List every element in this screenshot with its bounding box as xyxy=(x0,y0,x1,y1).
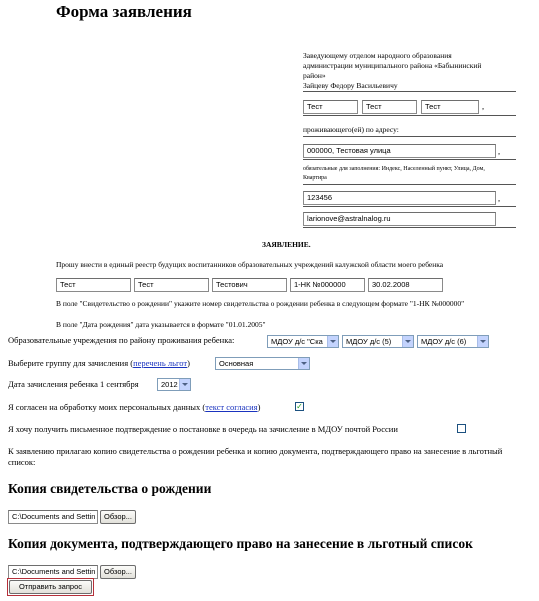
applicant-surname-input[interactable]: Тест xyxy=(303,100,358,114)
statement-title: ЗАЯВЛЕНИЕ. xyxy=(262,240,311,249)
address-input[interactable]: 000000, Тестовая улица xyxy=(303,144,496,158)
page-title: Форма заявления xyxy=(56,2,192,21)
institutions-label: Образовательные учреждения по району проживания ребенка: xyxy=(8,335,235,345)
addressee-line-2: администрации муниципального района «Бабынинский xyxy=(303,61,482,70)
addressee-underline xyxy=(303,91,516,92)
address-hint: обязательные для заполнения: Индекс, Населенный пункт, Улица, Дом, Квартира xyxy=(303,166,485,181)
institution-select-2[interactable] xyxy=(342,335,414,348)
institution-select-1[interactable] xyxy=(267,335,339,348)
addressee-block xyxy=(303,51,523,91)
privilege-file-input[interactable]: C:\Documents and Settin xyxy=(8,565,98,579)
submit-button[interactable]: Отправить запрос xyxy=(9,580,92,594)
hint-underline xyxy=(303,184,516,185)
mail-confirm-label: Я хочу получить письменное подтверждение о постановке в очередь на зачисление в МДОУ почтой России xyxy=(8,424,398,434)
certificate-number-input[interactable]: 1-НК №000000 xyxy=(290,278,365,292)
birthdate-hint: В поле "Дата рождения" дата указывается в формате "01.01.2005" xyxy=(56,320,266,329)
child-patronymic-input[interactable]: Тестович xyxy=(212,278,287,292)
phone-underline xyxy=(303,206,516,207)
mail-confirm-checkbox[interactable] xyxy=(457,424,466,433)
privilege-browse-button[interactable]: Обзор... xyxy=(100,565,136,579)
chevron-down-icon xyxy=(298,358,309,369)
address-underline xyxy=(303,159,516,160)
chevron-down-icon xyxy=(477,336,488,347)
applicant-patronymic-input[interactable]: Тест xyxy=(421,100,479,114)
enroll-year-value: 2012 xyxy=(161,380,178,389)
check-icon: ✓ xyxy=(296,402,303,411)
chevron-down-icon xyxy=(402,336,413,347)
benefits-list-link[interactable]: перечень льгот xyxy=(133,358,188,368)
institution-select-2-value: МДОУ д/с (5) xyxy=(346,337,392,346)
addressee-line-3: район» xyxy=(303,71,326,80)
applicant-name-input[interactable]: Тест xyxy=(362,100,417,114)
fio-underline xyxy=(303,115,516,116)
comma-text: , xyxy=(482,101,485,111)
group-select[interactable] xyxy=(215,357,310,370)
phone-comma: , xyxy=(498,193,501,203)
child-surname-input[interactable]: Тест xyxy=(56,278,131,292)
chevron-down-icon xyxy=(179,379,190,390)
certificate-hint: В поле "Свидетельство о рождении" укажите номер свидетельства о рождении ребенка в следующем формате "1-НК №000000" xyxy=(56,299,465,308)
cert-copy-heading: Копия свидетельства о рождении xyxy=(8,481,212,496)
privilege-copy-heading: Копия документа, подтверждающего право на занесение в льготный список xyxy=(8,536,473,551)
consent-text-link[interactable]: текст согласия xyxy=(205,402,258,412)
addressee-line-1: Заведующему отделом народного образования xyxy=(303,51,452,60)
request-text: Прошу внести в единый реестр будущих воспитанников образовательных учреждений калужской области моего ребенка xyxy=(56,260,444,269)
institution-select-3-value: МДОУ д/с (6) xyxy=(421,337,467,346)
consent-label-end: ) xyxy=(257,402,261,412)
group-label xyxy=(8,358,190,369)
consent-label xyxy=(8,402,260,413)
attach-text: К заявлению прилагаю копию свидетельства о рождении ребенка и копию документа, подтверждающего право на занесение в льготный список: xyxy=(8,446,503,467)
consent-label-text: Я согласен на обработку моих персональных данных ( xyxy=(8,402,206,412)
chevron-down-icon xyxy=(327,336,338,347)
institution-select-1-value: МДОУ д/с "Ска xyxy=(271,337,323,346)
email-underline xyxy=(303,227,516,228)
enroll-date-label: Дата зачисления ребенка 1 сентября xyxy=(8,379,139,389)
addressee-line-4: Зайцеву Федору Васильевичу xyxy=(303,81,398,90)
residing-label: проживающего(ей) по адресу: xyxy=(303,125,399,134)
child-name-input[interactable]: Тест xyxy=(134,278,209,292)
group-label-text: Выберите группу для зачисления ( xyxy=(8,358,134,368)
group-label-end: ) xyxy=(187,358,190,368)
phone-input[interactable]: 123456 xyxy=(303,191,496,205)
institution-select-3[interactable] xyxy=(417,335,489,348)
birth-date-input[interactable]: 30.02.2008 xyxy=(368,278,443,292)
consent-checkbox[interactable] xyxy=(295,402,304,411)
address-comma: , xyxy=(498,146,501,156)
cert-browse-button[interactable]: Обзор... xyxy=(100,510,136,524)
cert-file-input[interactable]: C:\Documents and Settin xyxy=(8,510,98,524)
group-select-value: Основная xyxy=(219,359,254,368)
email-input[interactable]: larionove@astralnalog.ru xyxy=(303,212,496,226)
residing-underline xyxy=(303,136,516,137)
enroll-year-select[interactable] xyxy=(157,378,191,391)
